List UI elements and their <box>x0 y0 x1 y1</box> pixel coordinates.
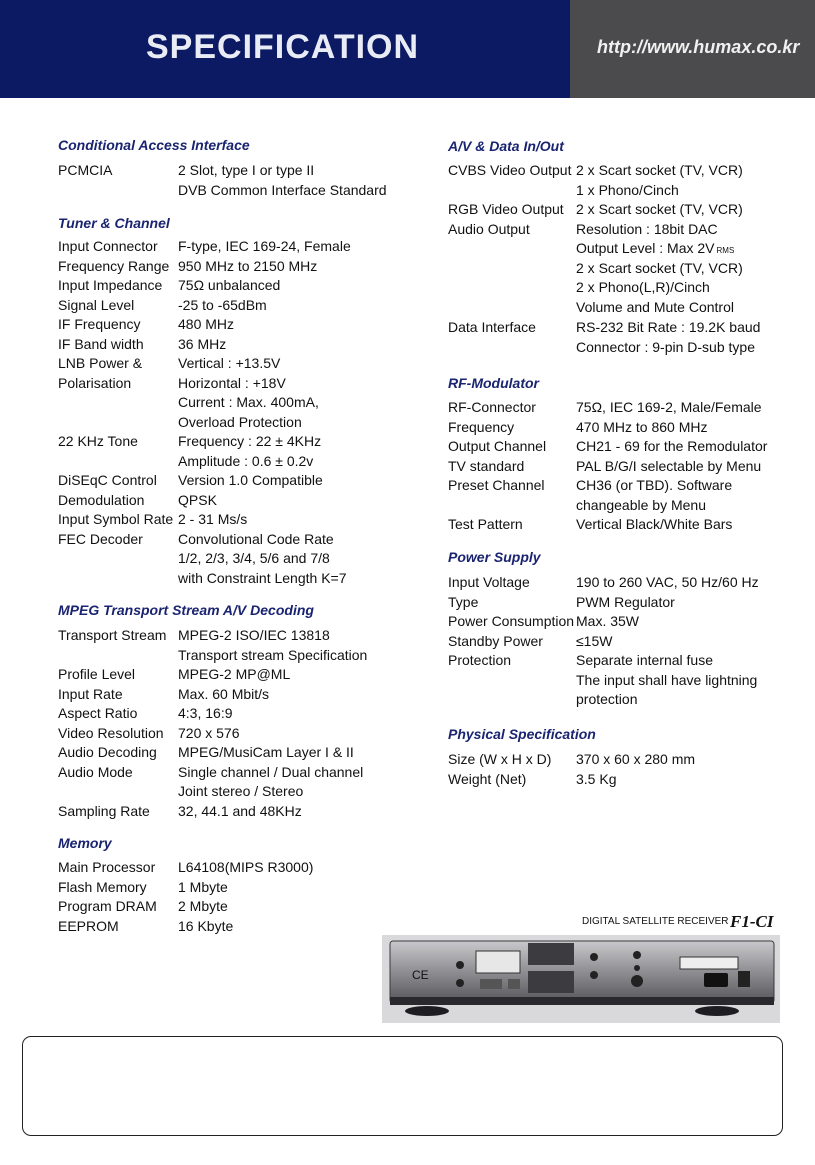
spec-value <box>576 612 639 632</box>
spec-value-line: F-type, IEC 169-24, Female <box>178 238 351 254</box>
spec-value <box>576 770 616 790</box>
spec-value-line: Convolutional Code Rate <box>178 530 334 547</box>
product-label: DIGITAL SATELLITE RECEIVER <box>582 916 729 927</box>
spec-label: IF Frequency <box>58 316 141 332</box>
spec-value <box>576 750 695 770</box>
blank-info-box <box>22 1036 783 1136</box>
spec-value <box>576 200 743 220</box>
spec-value-line: 75Ω unbalanced <box>178 277 281 293</box>
spec-value <box>178 704 233 724</box>
spec-value-line: CH36 (or TBD). Software <box>576 477 733 493</box>
spec-label: Input Rate <box>58 685 123 702</box>
spec-value-line: Overload Protection <box>178 413 302 430</box>
spec-value-line: 3.5 Kg <box>576 770 617 787</box>
section-title-av-data: A/V & Data In/Out <box>448 138 564 154</box>
spec-label: Video Resolution <box>58 724 164 741</box>
spec-value-line: Current : Max. 400mA, <box>178 394 319 410</box>
spec-value <box>576 632 612 652</box>
spec-label: Frequency Range <box>58 257 170 274</box>
header <box>0 0 815 98</box>
spec-value-line: 2 Slot, type I or type II <box>178 162 315 178</box>
spec-value <box>576 515 732 535</box>
spec-label: EEPROM <box>58 917 119 934</box>
spec-value <box>178 917 233 937</box>
spec-value-line: 1 Mbyte <box>178 878 228 895</box>
spec-value-line: Vertical : +13.5V <box>178 355 281 371</box>
section-title-memory: Memory <box>58 835 112 851</box>
spec-value-line: Transport stream Specification <box>178 646 368 663</box>
spec-label: RF-Connector <box>448 399 536 415</box>
spec-value-line: Output Level : Max 2V RMS <box>576 240 735 256</box>
spec-value <box>178 491 217 511</box>
receiver-back-panel-image <box>382 935 780 1023</box>
spec-value-line: changeable by Menu <box>576 496 706 513</box>
spec-value-line: Joint stereo / Stereo <box>178 783 304 799</box>
spec-value-line: RS-232 Bit Rate : 19.2K baud <box>576 319 761 335</box>
spec-label: Input Voltage <box>448 574 530 590</box>
spec-value <box>178 685 269 705</box>
spec-value <box>178 315 234 335</box>
spec-value <box>576 220 743 318</box>
spec-value-line: Separate internal fuse <box>576 652 713 668</box>
spec-value-line: Version 1.0 Compatible <box>178 472 323 488</box>
spec-value-line: protection <box>576 691 638 707</box>
spec-label: Standby Power <box>448 632 543 649</box>
spec-label: IF Band width <box>58 335 144 352</box>
spec-value <box>178 510 247 530</box>
spec-label: Type <box>448 593 479 610</box>
page-title: SPECIFICATION <box>146 28 420 66</box>
spec-value <box>178 530 347 589</box>
spec-value <box>576 651 757 710</box>
spec-label: Audio Output <box>448 220 530 237</box>
spec-label: Size (W x H x D) <box>448 751 552 767</box>
spec-label: Profile Level <box>58 666 136 682</box>
spec-value-line: 370 x 60 x 280 mm <box>576 751 696 767</box>
spec-label: Demodulation <box>58 491 145 508</box>
ce-mark: CE <box>412 968 429 982</box>
spec-value-line: 1 x Phono/Cinch <box>576 181 679 198</box>
spec-value-line: 4:3, 16:9 <box>178 705 233 721</box>
spec-value-line: CH21 - 69 for the Remodulator <box>576 438 768 454</box>
spec-value <box>178 743 354 763</box>
spec-value-line: 2 Mbyte <box>178 898 228 914</box>
spec-value-line: 470 MHz to 860 MHz <box>576 418 708 435</box>
spec-value-line: Single channel / Dual channel <box>178 763 364 780</box>
section-title-conditional-access: Conditional Access Interface <box>58 137 250 153</box>
spec-value <box>178 858 313 878</box>
spec-label: Aspect Ratio <box>58 705 138 721</box>
spec-value-line: 2 - 31 Ms/s <box>178 511 248 527</box>
spec-value <box>576 476 732 515</box>
spec-label: Signal Level <box>58 296 135 313</box>
spec-label: Power Consumption <box>448 613 575 629</box>
spec-label: CVBS Video Output <box>448 162 572 178</box>
spec-value <box>178 374 319 433</box>
spec-label: FEC Decoder <box>58 530 143 547</box>
section-title-power-supply: Power Supply <box>448 549 541 565</box>
product-model: F1-CI <box>730 912 774 931</box>
spec-label: Data Interface <box>448 319 536 335</box>
spec-value-line: 75Ω, IEC 169-2, Male/Female <box>576 399 762 415</box>
spec-value-line: MPEG-2 MP@ML <box>178 666 291 682</box>
spec-label: Frequency <box>448 418 515 435</box>
spec-value-line: Amplitude : 0.6 ± 0.2v <box>178 452 314 469</box>
spec-value-line: MPEG/MusiCam Layer I & II <box>178 744 354 760</box>
spec-label: Preset Channel <box>448 477 545 493</box>
spec-label: Output Channel <box>448 438 547 454</box>
spec-value <box>576 573 759 593</box>
spec-value-line: MPEG-2 ISO/IEC 13818 <box>178 627 330 643</box>
spec-value-line: 32, 44.1 and 48KHz <box>178 802 302 819</box>
spec-label: Polarisation <box>58 374 132 391</box>
spec-value <box>576 318 760 357</box>
spec-value <box>178 471 323 491</box>
section-title-tuner: Tuner & Channel <box>58 215 170 231</box>
spec-value-line: Connector : 9-pin D-sub type <box>576 338 755 355</box>
spec-value-line: Max. 60 Mbit/s <box>178 685 270 702</box>
spec-label: TV standard <box>448 457 525 474</box>
spec-value-line: DVB Common Interface Standard <box>178 181 387 198</box>
spec-label: Sampling Rate <box>58 802 150 819</box>
spec-value-line: Resolution : 18bit DAC <box>576 220 718 237</box>
spec-value-line: L64108(MIPS R3000) <box>178 859 314 875</box>
spec-label: Main Processor <box>58 859 156 875</box>
spec-label: 22 KHz Tone <box>58 433 138 449</box>
spec-value <box>178 897 228 917</box>
rms-subscript: RMS <box>716 246 735 255</box>
spec-label: PCMCIA <box>58 162 113 178</box>
spec-label: Test Pattern <box>448 516 523 532</box>
spec-value-line: 2 x Scart socket (TV, VCR) <box>576 162 743 178</box>
spec-value <box>576 593 675 613</box>
spec-label: Input Impedance <box>58 277 163 293</box>
spec-value-line: -25 to -65dBm <box>178 296 267 313</box>
spec-label: Input Connector <box>58 238 158 254</box>
spec-label: RGB Video Output <box>448 201 564 217</box>
spec-value <box>178 276 280 296</box>
spec-value <box>178 354 280 374</box>
spec-value-line: 36 MHz <box>178 335 227 352</box>
spec-value-line: Frequency : 22 ± 4KHz <box>178 433 322 449</box>
spec-value <box>178 763 363 802</box>
spec-value <box>178 161 387 200</box>
spec-value-line: 2 x Scart socket (TV, VCR) <box>576 259 743 276</box>
section-title-physical: Physical Specification <box>448 726 596 742</box>
spec-value-line: 16 Kbyte <box>178 917 234 934</box>
spec-value <box>178 626 367 665</box>
spec-value <box>178 257 317 277</box>
spec-value <box>178 432 321 471</box>
spec-value-line: Max. 35W <box>576 613 640 629</box>
spec-value-line: Horizontal : +18V <box>178 374 286 391</box>
section-title-rf-modulator: RF-Modulator <box>448 375 539 391</box>
spec-value <box>178 665 290 685</box>
spec-value-line: PAL B/G/I selectable by Menu <box>576 457 762 474</box>
spec-label: Weight (Net) <box>448 770 527 787</box>
spec-value <box>178 296 267 316</box>
spec-value <box>178 335 226 355</box>
spec-value-line: Volume and Mute Control <box>576 298 734 315</box>
spec-value-line: 480 MHz <box>178 316 235 332</box>
spec-value <box>178 802 302 822</box>
spec-label: Audio Decoding <box>58 744 157 760</box>
section-title-mpeg: MPEG Transport Stream A/V Decoding <box>58 602 314 618</box>
spec-value-line: PWM Regulator <box>576 593 675 610</box>
spec-value-line: 1/2, 2/3, 3/4, 5/6 and 7/8 <box>178 550 330 566</box>
spec-value-line: 720 x 576 <box>178 724 240 741</box>
spec-value-line: 2 x Phono(L,R)/Cinch <box>576 279 710 295</box>
spec-label: DiSEqC Control <box>58 472 157 488</box>
spec-value <box>178 237 351 257</box>
spec-label: Input Symbol Rate <box>58 511 174 527</box>
spec-value-line: Vertical Black/White Bars <box>576 516 733 532</box>
spec-value <box>178 878 228 898</box>
spec-value-line: The input shall have lightning <box>576 671 758 688</box>
spec-value <box>576 437 767 457</box>
spec-value-line: 950 MHz to 2150 MHz <box>178 257 318 274</box>
spec-label: LNB Power & <box>58 355 143 371</box>
spec-value-line: QPSK <box>178 491 217 508</box>
spec-value <box>576 457 761 477</box>
spec-value-line: with Constraint Length K=7 <box>178 569 347 586</box>
spec-label: Audio Mode <box>58 763 133 780</box>
spec-value-line: 190 to 260 VAC, 50 Hz/60 Hz <box>576 574 759 590</box>
spec-value-line: ≤15W <box>576 632 613 649</box>
spec-label: Program DRAM <box>58 898 157 914</box>
spec-value <box>576 418 708 438</box>
spec-value <box>178 724 240 744</box>
spec-label: Flash Memory <box>58 878 147 895</box>
spec-label: Transport Stream <box>58 627 167 643</box>
spec-value <box>576 161 743 200</box>
spec-label: Protection <box>448 652 512 668</box>
spec-value <box>576 398 762 418</box>
spec-value-line: 2 x Scart socket (TV, VCR) <box>576 201 743 217</box>
website-url[interactable]: http://www.humax.co.kr <box>597 37 800 57</box>
